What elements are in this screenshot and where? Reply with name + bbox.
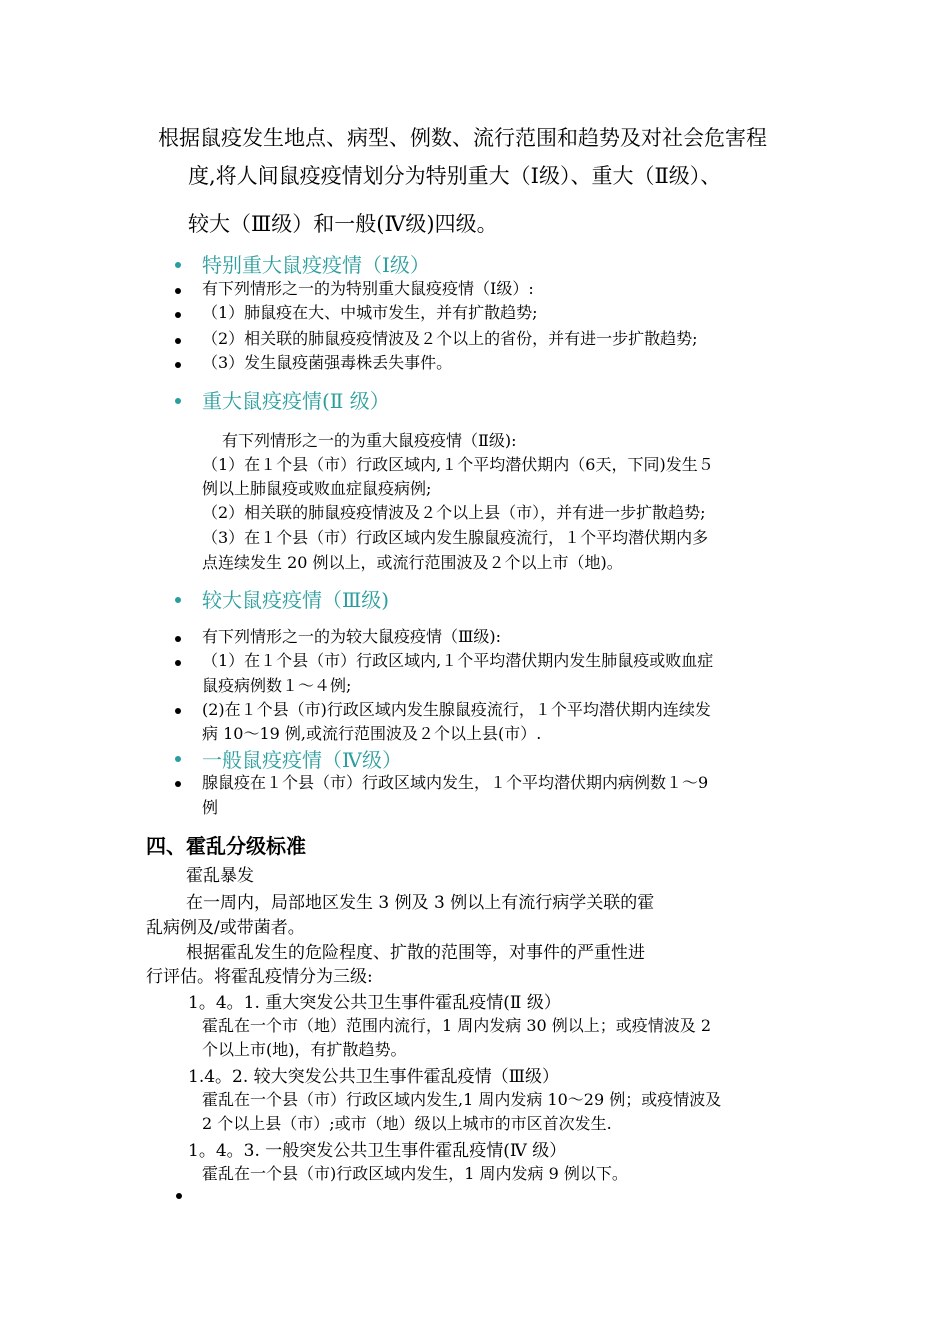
bullet-icon: [175, 312, 181, 318]
cholera-level-text: 霍乱在一个县（市)行政区域内发生，1 周内发病 9 例以下。: [202, 1164, 628, 1183]
list-item: （1）肺鼠疫在大、中城市发生，并有扩散趋势;: [202, 303, 538, 322]
intro-line-1: 根据鼠疫发生地点、病型、例数、流行范围和趋势及对社会危害程: [158, 126, 767, 150]
level2-title: 重大鼠疫疫情(Ⅱ 级）: [202, 389, 390, 413]
bullet-icon: [175, 636, 181, 642]
intro-line-2: 度,将人间鼠疫疫情划分为特别重大（Ⅰ级）、重大（Ⅱ级）、: [188, 164, 722, 188]
bullet-icon: [175, 660, 181, 666]
list-item: （3）发生鼠疫菌强毒株丢失事件。: [202, 353, 453, 372]
list-item: 腺鼠疫在１个县（市）行政区域内发生，１个平均潜伏期内病例数１～9: [202, 773, 709, 792]
list-item: 有下列情形之一的为较大鼠疫疫情（Ⅲ级):: [202, 627, 502, 646]
paragraph-line: 根据霍乱发生的危险程度、扩散的范围等，对事件的严重性进: [186, 943, 645, 963]
level1-title: 特别重大鼠疫疫情（Ⅰ级）: [202, 253, 430, 277]
bullet-icon: [175, 398, 181, 404]
list-item: （1）在１个县（市）行政区域内,１个平均潜伏期内发生肺鼠疫或败血症: [202, 651, 714, 670]
level2-lead: 有下列情形之一的为重大鼠疫疫情（Ⅱ级):: [222, 431, 517, 450]
list-item-continued: 鼠疫病例数１～４例;: [202, 676, 352, 695]
level2-line: （3）在１个县（市）行政区域内发生腺鼠疫流行，１个平均潜伏期内多: [202, 528, 709, 547]
section-subheading: 霍乱暴发: [186, 866, 254, 886]
section-heading: 四、霍乱分级标准: [146, 834, 306, 858]
list-item: （2）相关联的肺鼠疫疫情波及２个以上的省份，并有进一步扩散趋势;: [202, 329, 698, 348]
list-item-continued: 病 10～19 例,或流行范围波及２个以上县(市）.: [202, 724, 542, 743]
cholera-level-text: 个以上市(地)，有扩散趋势。: [202, 1040, 407, 1059]
list-item: (2)在１个县（市)行政区域内发生腺鼠疫流行，１个平均潜伏期内连续发: [202, 700, 711, 719]
list-item: 有下列情形之一的为特别重大鼠疫疫情（Ⅰ级）:: [202, 279, 534, 298]
cholera-level-title: 1。4。1. 重大突发公共卫生事件霍乱疫情(Ⅱ 级）: [188, 993, 561, 1013]
level2-line: 例以上肺鼠疫或败血症鼠疫病例;: [202, 479, 432, 498]
bullet-icon: [175, 362, 181, 368]
bullet-icon: [176, 1193, 182, 1199]
bullet-icon: [175, 262, 181, 268]
level4-title: 一般鼠疫疫情（Ⅳ级）: [202, 748, 402, 772]
bullet-icon: [175, 288, 181, 294]
cholera-level-title: 1。4。3. 一般突发公共卫生事件霍乱疫情(Ⅳ 级）: [188, 1141, 567, 1161]
cholera-level-text: 霍乱在一个县（市）行政区域内发生,1 周内发病 10～29 例；或疫情波及: [202, 1090, 722, 1109]
cholera-level-text: 2 个以上县（市）;或市（地）级以上城市的市区首次发生.: [202, 1114, 612, 1133]
level2-line: 点连续发生 20 例以上，或流行范围波及２个以上市（地)。: [202, 553, 623, 572]
paragraph-line: 在一周内，局部地区发生 3 例及 3 例以上有流行病学关联的霍: [186, 893, 655, 913]
bullet-icon: [175, 708, 181, 714]
level2-line: （1）在１个县（市）行政区域内,１个平均潜伏期内（6天，下同)发生５: [202, 455, 714, 474]
level3-title: 较大鼠疫疫情（Ⅲ级): [202, 588, 390, 612]
paragraph-line: 行评估。将霍乱疫情分为三级:: [146, 967, 373, 987]
cholera-level-text: 霍乱在一个市（地）范围内流行，1 周内发病 30 例以上；或疫情波及 2: [202, 1016, 712, 1035]
paragraph-line: 乱病例及/或带菌者。: [146, 918, 305, 938]
bullet-icon: [175, 597, 181, 603]
bullet-icon: [175, 338, 181, 344]
list-item-continued: 例: [202, 798, 219, 817]
level2-line: （2）相关联的肺鼠疫疫情波及２个以上县（市），并有进一步扩散趋势;: [202, 503, 706, 522]
intro-line-3: 较大（Ⅲ级）和一般(Ⅳ级)四级。: [188, 212, 498, 236]
bullet-icon: [175, 781, 181, 787]
bullet-icon: [175, 756, 181, 762]
cholera-level-title: 1.4。2. 较大突发公共卫生事件霍乱疫情（Ⅲ级）: [188, 1067, 560, 1087]
